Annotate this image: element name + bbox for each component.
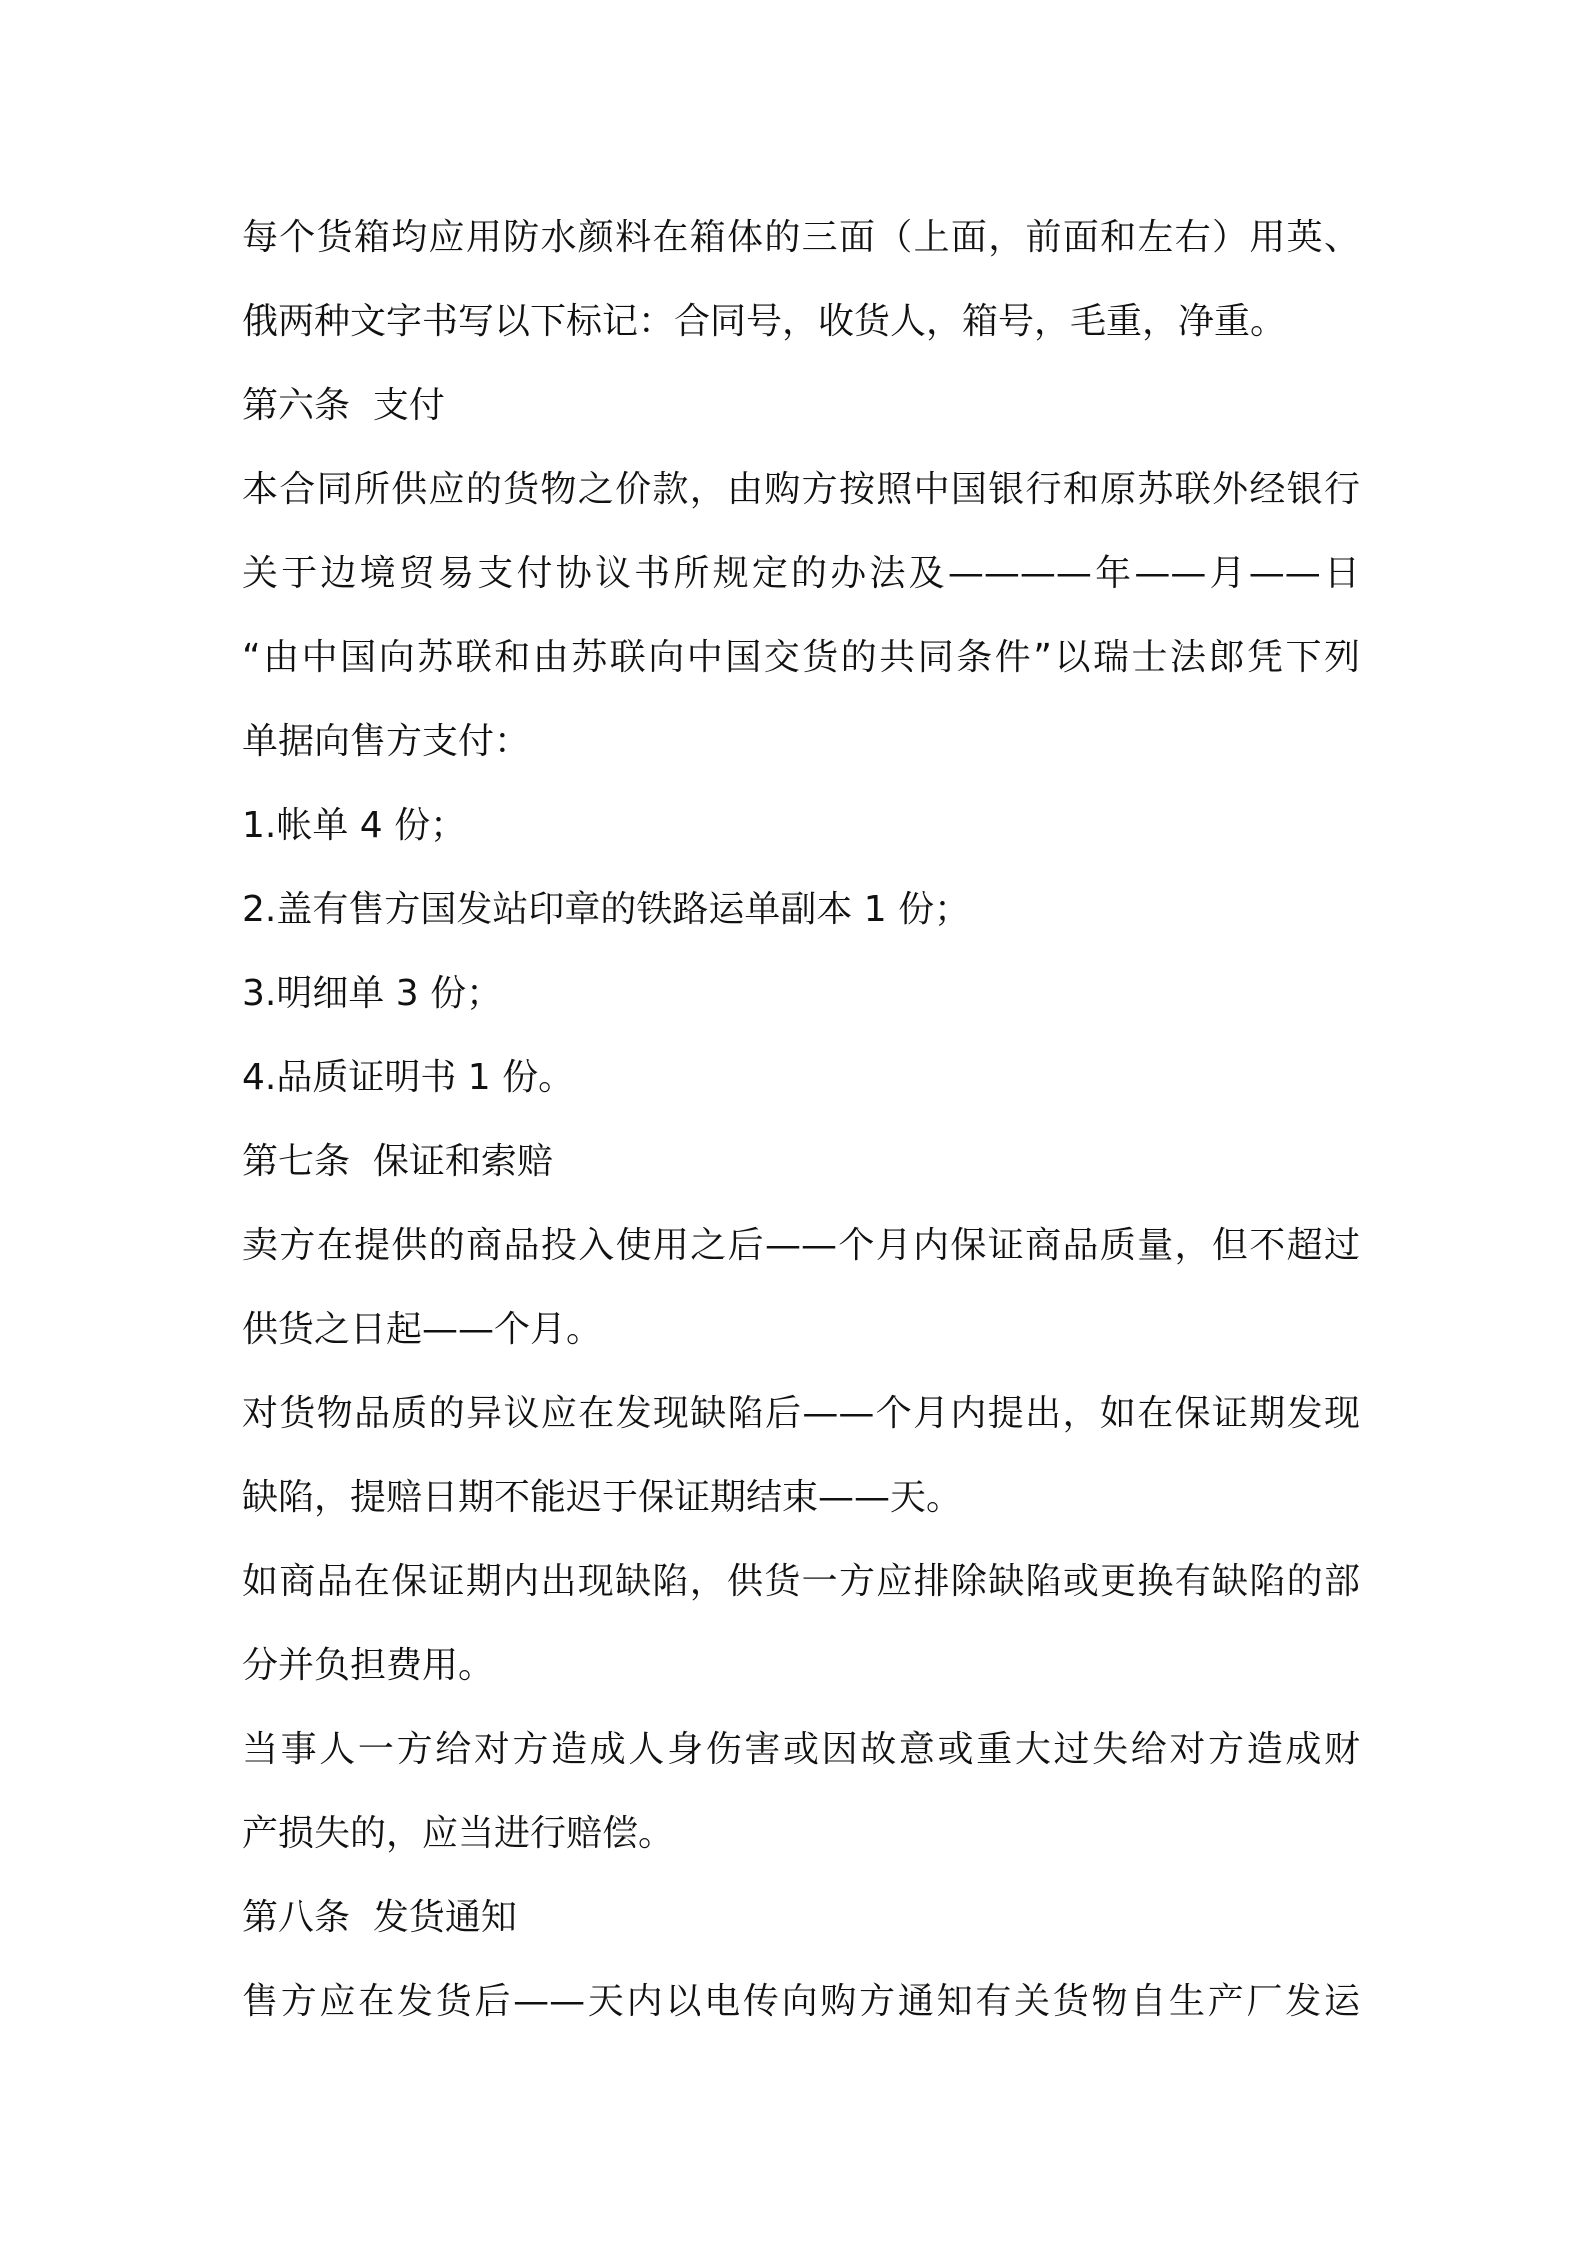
paragraph-line: 对货物品质的异议应在发现缺陷后——个月内提出，如在保证期发现 [242, 1393, 1360, 1434]
paragraph-line: 分并负担费用。 [242, 1645, 495, 1686]
section-heading: 第七条 保证和索赔 [242, 1141, 553, 1182]
list-item: 4.品质证明书 1 份。 [242, 1057, 575, 1098]
paragraph-line: 单据向售方支付： [242, 721, 531, 762]
paragraph-line: 俄两种文字书写以下标记：合同号，收货人，箱号，毛重，净重。 [242, 301, 1287, 342]
paragraph-line: 缺陷，提赔日期不能迟于保证期结束——天。 [242, 1477, 963, 1518]
section-heading: 第八条 发货通知 [242, 1897, 517, 1938]
list-item: 3.明细单 3 份； [242, 973, 503, 1014]
paragraph-line: 当事人一方给对方造成人身伤害或因故意或重大过失给对方造成财 [242, 1729, 1360, 1770]
paragraph-line: 每个货箱均应用防水颜料在箱体的三面（上面，前面和左右）用英、 [242, 217, 1360, 258]
section-heading: 第六条 支付 [242, 385, 445, 426]
paragraph-line: 关于边境贸易支付协议书所规定的办法及————年——月——日 [242, 553, 1360, 594]
paragraph-line: 本合同所供应的货物之价款，由购方按照中国银行和原苏联外经银行 [242, 469, 1360, 510]
document-body [242, 196, 1360, 2044]
paragraph-line: 供货之日起——个月。 [242, 1309, 603, 1350]
list-item: 1.帐单 4 份； [242, 805, 467, 846]
paragraph-line: 售方应在发货后——天内以电传向购方通知有关货物自生产厂发运 [242, 1981, 1360, 2022]
paragraph-line: “由中国向苏联和由苏联向中国交货的共同条件”以瑞士法郎凭下列 [242, 637, 1360, 678]
paragraph-line: 产损失的，应当进行赔偿。 [242, 1813, 675, 1854]
list-item: 2.盖有售方国发站印章的铁路运单副本 1 份； [242, 889, 971, 930]
paragraph-line: 卖方在提供的商品投入使用之后——个月内保证商品质量，但不超过 [242, 1225, 1360, 1266]
paragraph-line: 如商品在保证期内出现缺陷，供货一方应排除缺陷或更换有缺陷的部 [242, 1561, 1360, 1602]
